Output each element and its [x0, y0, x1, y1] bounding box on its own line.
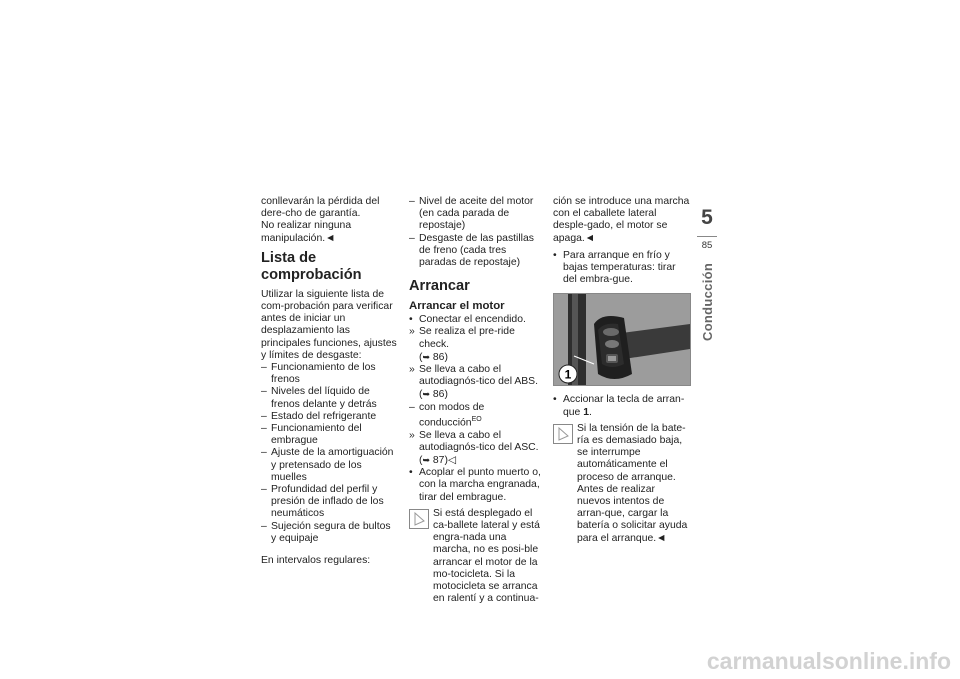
list-item: » Se lleva a cabo el autodiagnós-tico del ASC. (➥ 87)◁	[409, 429, 539, 466]
list-item: – Desgaste de las pastillas de freno (cada tres paradas de repostaje)	[409, 232, 534, 269]
list-item: • Para arranque en frío y bajas temperaturas: tirar del embra-gue.	[553, 249, 676, 286]
start-engine-subheading: Arrancar el motor	[409, 300, 505, 313]
dash-icon: –	[261, 447, 267, 459]
bullet-icon: •	[409, 467, 413, 479]
dash-icon: –	[409, 196, 415, 207]
start-heading: Arrancar	[409, 278, 470, 295]
chapter-title: Conducción	[700, 262, 715, 341]
checklist-intro: Utilizar la siguiente lista de com-probación para verificar antes de iniciar un desplazamiento las principales funciones, ajustes y límites de desgaste:	[261, 288, 397, 361]
list-item: » Se realiza el pre-ride check. (➥ 86)	[409, 326, 515, 363]
option-superscript: EO	[471, 415, 482, 423]
list-item: – con modos de conducción$^{EO}$	[409, 401, 485, 429]
cold-start-list	[553, 250, 691, 287]
dash-icon: –	[409, 232, 415, 244]
chapter-divider	[697, 236, 717, 237]
dash-icon: –	[261, 484, 267, 496]
warranty-text: conllevarán la pérdida del dere-cho de garantía.	[261, 196, 380, 220]
dash-icon: –	[261, 423, 267, 435]
result-arrow-icon: »	[409, 364, 415, 376]
chapter-number: 5	[701, 206, 713, 229]
list-item: – Funcionamiento de los frenos	[261, 362, 376, 386]
bullet-icon: •	[553, 394, 557, 406]
page-number: 85	[701, 240, 713, 251]
page-ref-icon: ➥	[422, 351, 431, 362]
page-ref: 86	[432, 351, 445, 363]
no-manipulation-text: No realizar ninguna manipulación.◄	[261, 220, 352, 244]
end-mark-icon: ◄	[656, 532, 667, 544]
dash-icon: –	[409, 401, 415, 413]
list-item: – Funcionamiento del embrague	[261, 423, 362, 447]
list-item: • Acoplar el punto muerto o, con la marcha engranada, tirar del embrague.	[409, 467, 541, 503]
regular-intervals-text: En intervalos regulares:	[261, 555, 371, 567]
page-ref-icon: ➥	[422, 389, 431, 400]
dash-icon: –	[261, 362, 267, 374]
interval-list	[409, 196, 546, 269]
dash-icon: –	[261, 520, 267, 532]
end-mark-icon: ◄	[584, 232, 596, 244]
column-2	[409, 196, 546, 605]
checklist	[261, 362, 398, 545]
list-item: – Sujeción segura de bultos y equipaje	[261, 520, 391, 544]
list-item: • Conectar el encendido.	[409, 314, 526, 326]
list-item: • Accionar la tecla de arran-que 1.	[553, 394, 685, 418]
start-button-list	[553, 394, 691, 418]
checklist-heading: Lista de comprobación	[261, 249, 362, 283]
list-item: – Estado del refrigerante	[261, 410, 377, 422]
end-option-icon: ◁	[447, 454, 456, 466]
engine-stop-text: ción se introduce una marcha con el caballete lateral desple-gado, el motor se apaga.◄	[553, 196, 690, 244]
page-ref: 87	[432, 454, 445, 466]
list-item: – Ajuste de la amortiguación y pretensado de los muelles	[261, 447, 394, 483]
sidestand-note: Si está desplegado el ca-ballete lateral y está engra-nada una marcha, no es posi-ble arrancar el motor de la mo-tocicleta. Si la motocicleta se arranca en ralentí y a continua-	[409, 508, 546, 606]
list-item: – Niveles del líquido de frenos delante y detrás	[261, 386, 377, 410]
dash-icon: –	[261, 386, 267, 398]
list-item: – Nivel de aceite del motor (en cada parada de repostaje)	[409, 196, 534, 232]
dash-icon: –	[261, 410, 267, 422]
result-arrow-icon: »	[409, 429, 415, 441]
page-ref: 86	[432, 389, 445, 401]
bullet-icon: •	[409, 314, 413, 326]
photo-callout-label: 1	[564, 367, 572, 382]
result-arrow-icon: »	[409, 326, 415, 338]
column-3	[553, 196, 691, 545]
list-item: » Se lleva a cabo el autodiagnós-tico del ABS. (➥ 86)	[409, 364, 538, 401]
page-ref-icon: ➥	[422, 454, 431, 465]
column-1	[261, 196, 398, 567]
battery-note: Si la tensión de la bate-ría es demasiado baja, se interrumpe automáticamente el proceso de arranque. Antes de realizar nuevos intentos de arran-que, cargar la batería o solicitar ayuda para el arranque.◄	[553, 423, 691, 545]
start-steps	[409, 314, 546, 504]
list-item: – Profundidad del perfil y presión de inflado de los neumáticos	[261, 484, 384, 520]
bullet-icon: •	[553, 249, 557, 261]
note-triangle-icon	[553, 424, 573, 444]
watermark: carmanualsonline.info	[706, 648, 951, 674]
handlebar-start-button-photo	[553, 293, 691, 386]
end-mark-icon: ◄	[325, 232, 336, 244]
note-triangle-icon	[409, 509, 429, 529]
